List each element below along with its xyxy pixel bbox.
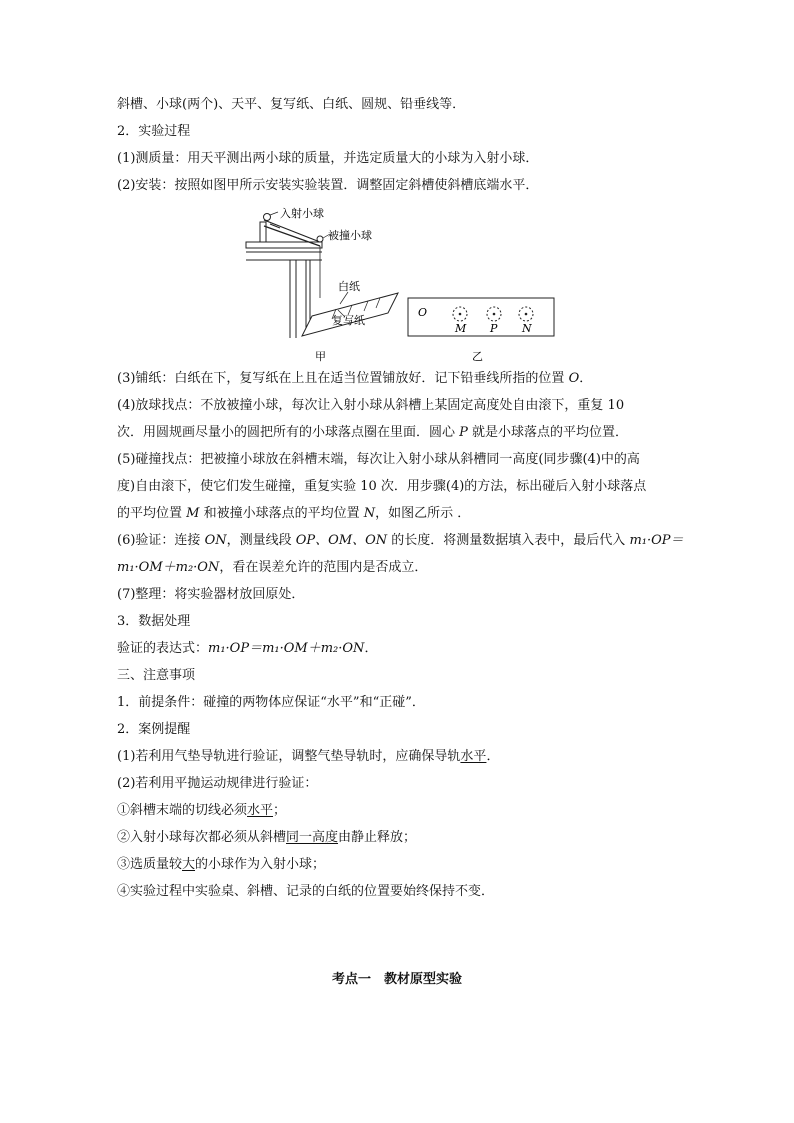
step-7: (7)整理：将实验器材放回原处． (117, 587, 305, 602)
apparatus-diagram (240, 206, 560, 366)
point-m-label: M (455, 322, 467, 335)
label-incident-ball: 入射小球 (280, 207, 324, 220)
section-title-procedure: 2．实验过程 (117, 124, 191, 139)
note-2-case-1: (1)若利用气垫导轨进行验证，调整气垫导轨时，应确保导轨水平． (117, 749, 500, 764)
step-5-line-2: 度)自由滚下，使它们发生碰撞，重复实验 10 次．用步骤(4)的方法，标出碰后入射小球落点 (117, 479, 647, 494)
point-o-label: O (418, 306, 428, 319)
step-2: (2)安装：按照如图甲所示安装实验装置．调整固定斜槽使斜槽底端水平． (117, 178, 539, 193)
step-4-line-1: (4)放球找点：不放被撞小球，每次让入射小球从斜槽上某固定高度处自由滚下，重复 10 (117, 398, 625, 413)
point-n-label: N (522, 322, 532, 335)
label-white-paper: 白纸 (338, 280, 360, 293)
note-item-3: ③选质量较大的小球作为入射小球； (117, 857, 326, 872)
point-p-label: P (490, 322, 498, 335)
section-title-data: 3．数据处理 (117, 614, 191, 629)
note-2-case-2: (2)若利用平抛运动规律进行验证： (117, 776, 318, 791)
step-3: (3)铺纸：白纸在下，复写纸在上且在适当位置铺放好．记下铅垂线所指的位置 O． (117, 371, 593, 386)
verification-formula: 验证的表达式：m₁·OP＝m₁·OM＋m₂·ON． (117, 641, 378, 656)
label-carbon-paper: 复写纸 (332, 314, 365, 327)
step-4-line-2: 次．用圆规画尽量小的圆把所有的小球落点圈在里面．圆心 P 就是小球落点的平均位置． (117, 425, 629, 440)
section-heading: 考点一 教材原型实验 (331, 972, 462, 987)
apparatus-figure (240, 206, 560, 366)
caption-yi: 乙 (472, 350, 483, 363)
note-item-1: ①斜槽末端的切线必须水平； (117, 803, 287, 818)
step-1: (1)测质量：用天平测出两小球的质量，并选定质量大的小球为入射小球． (117, 151, 539, 166)
equipment-list: 斜槽、小球(两个)、天平、复写纸、白纸、圆规、铅垂线等． (117, 97, 466, 112)
section-title-notes: 三、注意事项 (117, 668, 196, 683)
step-6-line-2: m₁·OM＋m₂·ON，看在误差允许的范围内是否成立． (117, 560, 428, 575)
note-item-2: ②入射小球每次都必须从斜槽同一高度由静止释放； (117, 830, 417, 845)
step-6-line-1: (6)验证：连接 ON，测量线段 OP、OM、ON 的长度．将测量数据填入表中，最后代入 m₁·OP＝ (117, 533, 684, 548)
note-item-4: ④实验过程中实验桌、斜槽、记录的白纸的位置要始终保持不变． (117, 884, 495, 899)
note-2-title: 2．案例提醒 (117, 722, 191, 737)
step-5-line-3: 的平均位置 M 和被撞小球落点的平均位置 N，如图乙所示 ． (117, 506, 471, 521)
label-target-ball: 被撞小球 (328, 229, 372, 242)
note-1: 1．前提条件：碰撞的两物体应保证“水平”和“正碰”． (117, 695, 425, 710)
caption-jia: 甲 (315, 350, 326, 363)
step-5-line-1: (5)碰撞找点：把被撞小球放在斜槽末端，每次让入射小球从斜槽同一高度(同步骤(4)中的高 (117, 452, 640, 467)
